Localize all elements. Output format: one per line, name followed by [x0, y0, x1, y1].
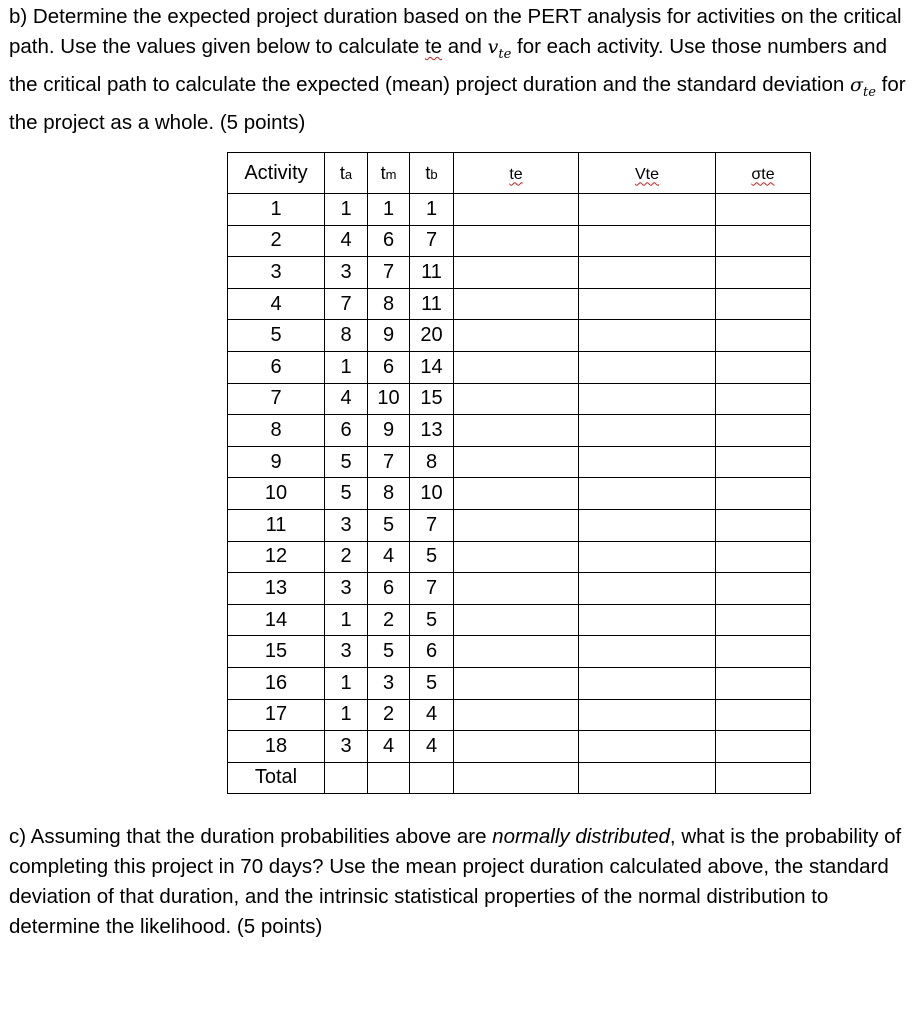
header-ote-label: σte [751, 165, 775, 183]
header-ta [325, 153, 368, 194]
cell-activity: 8 [228, 415, 325, 447]
cell-ote[interactable] [716, 288, 811, 320]
cell-vte[interactable] [579, 731, 716, 763]
table-row [228, 699, 811, 731]
cell-ote[interactable] [716, 257, 811, 289]
cell-te[interactable] [454, 573, 579, 605]
cell-activity: 1 [228, 194, 325, 226]
cell-te[interactable] [454, 699, 579, 731]
sigma-symbol-base: σ [850, 73, 863, 96]
question-b-mid: for each activity. Use those numbers and the critical path to calculate the expected (mean) project duration and the standard deviation [9, 35, 887, 96]
cell-vte[interactable] [579, 541, 716, 573]
cell-vte[interactable] [579, 604, 716, 636]
cell-tb: 14 [410, 351, 454, 383]
table-row [228, 509, 811, 541]
cell-ta: 2 [325, 541, 368, 573]
cell-ote[interactable] [716, 383, 811, 415]
cell-ta: 5 [325, 446, 368, 478]
cell-vte[interactable] [579, 636, 716, 668]
cell-te[interactable] [454, 257, 579, 289]
pert-table [227, 152, 811, 794]
cell-ta: 1 [325, 194, 368, 226]
cell-ote[interactable] [716, 509, 811, 541]
cell-ta: 1 [325, 351, 368, 383]
cell-tm: 2 [368, 604, 410, 636]
table-row [228, 573, 811, 605]
cell-tb: 5 [410, 667, 454, 699]
cell-vte[interactable] [579, 509, 716, 541]
cell-ote[interactable] [716, 446, 811, 478]
cell-ote[interactable] [716, 415, 811, 447]
question-c [9, 822, 914, 942]
cell-tb: 13 [410, 415, 454, 447]
total-row [228, 762, 811, 794]
cell-ote[interactable] [716, 225, 811, 257]
header-activity: Activity [228, 153, 325, 194]
cell-te[interactable] [454, 194, 579, 226]
cell-tm: 7 [368, 257, 410, 289]
cell-te[interactable] [454, 351, 579, 383]
cell-tb: 20 [410, 320, 454, 352]
te-term: te [424, 35, 443, 58]
cell-tm: 7 [368, 446, 410, 478]
cell-vte[interactable] [579, 288, 716, 320]
header-vte-label: Vte [634, 165, 659, 183]
cell-ote[interactable] [716, 604, 811, 636]
cell-tm: 3 [368, 667, 410, 699]
cell-ta: 3 [325, 573, 368, 605]
cell-ote[interactable] [716, 636, 811, 668]
cell-te[interactable] [454, 320, 579, 352]
total-vte[interactable] [579, 762, 716, 794]
table-row [228, 415, 811, 447]
cell-ote[interactable] [716, 699, 811, 731]
cell-ta: 1 [325, 604, 368, 636]
cell-vte[interactable] [579, 351, 716, 383]
cell-te[interactable] [454, 604, 579, 636]
cell-tm: 4 [368, 731, 410, 763]
cell-tb: 11 [410, 257, 454, 289]
cell-vte[interactable] [579, 383, 716, 415]
cell-tb: 7 [410, 509, 454, 541]
cell-vte[interactable] [579, 225, 716, 257]
cell-activity: 17 [228, 699, 325, 731]
cell-tb: 1 [410, 194, 454, 226]
cell-tm: 4 [368, 541, 410, 573]
cell-tm: 6 [368, 573, 410, 605]
cell-activity: 11 [228, 509, 325, 541]
table-row [228, 541, 811, 573]
vte-symbol-sub: te [498, 46, 512, 62]
cell-tb: 7 [410, 225, 454, 257]
header-row [228, 153, 811, 194]
cell-te[interactable] [454, 636, 579, 668]
cell-tm: 5 [368, 636, 410, 668]
cell-ta: 4 [325, 225, 368, 257]
cell-activity: 3 [228, 257, 325, 289]
cell-vte[interactable] [579, 699, 716, 731]
cell-te[interactable] [454, 383, 579, 415]
table-row [228, 604, 811, 636]
cell-tb: 10 [410, 478, 454, 510]
total-ote[interactable] [716, 762, 811, 794]
cell-ta: 7 [325, 288, 368, 320]
total-te[interactable] [454, 762, 579, 794]
header-te-label: te [509, 165, 523, 183]
cell-tm: 9 [368, 415, 410, 447]
vte-symbol-base: v [487, 36, 499, 58]
header-tb [410, 153, 454, 194]
header-ta-sub: a [344, 166, 353, 182]
cell-vte[interactable] [579, 573, 716, 605]
cell-tb: 15 [410, 383, 454, 415]
cell-vte[interactable] [579, 667, 716, 699]
question-b-lead: b) Determine the expected project duration based on the PERT analysis for activities on the critical path. Use the values given below to calculate [9, 5, 902, 58]
vte-symbol [487, 36, 512, 62]
table-row [228, 383, 811, 415]
table-row [228, 478, 811, 510]
cell-activity: 5 [228, 320, 325, 352]
cell-tm: 9 [368, 320, 410, 352]
cell-activity: 12 [228, 541, 325, 573]
cell-tb: 7 [410, 573, 454, 605]
question-c-emphasis: normally distributed [492, 825, 670, 848]
header-tb-sub: b [430, 166, 438, 182]
cell-tb: 4 [410, 731, 454, 763]
header-ote [716, 153, 811, 194]
cell-activity: 13 [228, 573, 325, 605]
cell-ta: 6 [325, 415, 368, 447]
cell-ta: 1 [325, 699, 368, 731]
cell-tm: 5 [368, 509, 410, 541]
total-label: Total [228, 762, 325, 794]
cell-ote[interactable] [716, 667, 811, 699]
cell-activity: 16 [228, 667, 325, 699]
cell-ta: 5 [325, 478, 368, 510]
table-row [228, 446, 811, 478]
cell-ote[interactable] [716, 541, 811, 573]
header-tm-sub: m [385, 166, 397, 182]
cell-vte[interactable] [579, 320, 716, 352]
cell-activity: 6 [228, 351, 325, 383]
cell-activity: 10 [228, 478, 325, 510]
cell-te[interactable] [454, 541, 579, 573]
header-te [454, 153, 579, 194]
table-row [228, 731, 811, 763]
total-tm[interactable] [368, 762, 410, 794]
cell-activity: 4 [228, 288, 325, 320]
cell-ta: 3 [325, 636, 368, 668]
cell-te[interactable] [454, 225, 579, 257]
cell-activity: 18 [228, 731, 325, 763]
cell-activity: 9 [228, 446, 325, 478]
cell-tm: 6 [368, 351, 410, 383]
question-c-lead: c) Assuming that the duration probabilities above are [9, 825, 493, 848]
cell-ote[interactable] [716, 731, 811, 763]
cell-tb: 5 [410, 541, 454, 573]
cell-activity: 2 [228, 225, 325, 257]
total-ta[interactable] [325, 762, 368, 794]
header-tb-base: t [425, 162, 431, 183]
cell-te[interactable] [454, 667, 579, 699]
cell-activity: 14 [228, 604, 325, 636]
cell-tb: 5 [410, 604, 454, 636]
cell-vte[interactable] [579, 478, 716, 510]
cell-tm: 2 [368, 699, 410, 731]
cell-tb: 4 [410, 699, 454, 731]
table-row [228, 194, 811, 226]
question-c-tail: , what is the probability of completing this project in 70 days? Use the mean project duration calculated above, the standard deviation of that duration, and the intrinsic statistical properties of the normal distribution to determine the likelihood. (5 points) [9, 825, 902, 938]
cell-te[interactable] [454, 478, 579, 510]
cell-te[interactable] [454, 415, 579, 447]
cell-ta: 3 [325, 731, 368, 763]
question-b-and: and [442, 35, 488, 58]
table-row [228, 225, 811, 257]
cell-tm: 1 [368, 194, 410, 226]
header-ta-base: t [339, 162, 345, 183]
cell-tb: 8 [410, 446, 454, 478]
table-row [228, 667, 811, 699]
cell-ta: 8 [325, 320, 368, 352]
sigma-te-symbol [850, 73, 876, 100]
header-vte [579, 153, 716, 194]
cell-activity: 7 [228, 383, 325, 415]
cell-tm: 8 [368, 478, 410, 510]
cell-te[interactable] [454, 509, 579, 541]
cell-ta: 3 [325, 509, 368, 541]
cell-vte[interactable] [579, 257, 716, 289]
cell-vte[interactable] [579, 194, 716, 226]
total-tb[interactable] [410, 762, 454, 794]
cell-ote[interactable] [716, 478, 811, 510]
header-tm-base: t [380, 162, 386, 183]
table-row [228, 288, 811, 320]
cell-tb: 6 [410, 636, 454, 668]
cell-ta: 1 [325, 667, 368, 699]
cell-te[interactable] [454, 731, 579, 763]
cell-ote[interactable] [716, 194, 811, 226]
table-row [228, 257, 811, 289]
cell-tm: 10 [368, 383, 410, 415]
cell-ote[interactable] [716, 320, 811, 352]
cell-te[interactable] [454, 288, 579, 320]
cell-te[interactable] [454, 446, 579, 478]
table-row [228, 351, 811, 383]
sigma-symbol-sub: te [863, 84, 876, 100]
cell-vte[interactable] [579, 446, 716, 478]
table-row [228, 320, 811, 352]
question-b-tail: for the project as a whole. (5 points) [9, 72, 906, 134]
cell-activity: 15 [228, 636, 325, 668]
cell-tm: 8 [368, 288, 410, 320]
cell-tb: 11 [410, 288, 454, 320]
cell-ote[interactable] [716, 351, 811, 383]
cell-ta: 4 [325, 383, 368, 415]
table-row [228, 636, 811, 668]
header-tm [368, 153, 410, 194]
cell-ote[interactable] [716, 573, 811, 605]
question-b [9, 2, 914, 138]
cell-vte[interactable] [579, 415, 716, 447]
cell-tm: 6 [368, 225, 410, 257]
cell-ta: 3 [325, 257, 368, 289]
